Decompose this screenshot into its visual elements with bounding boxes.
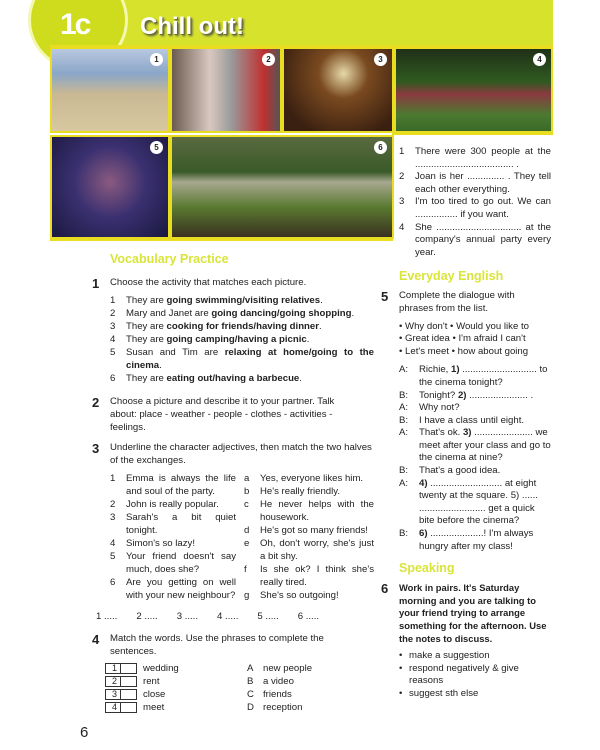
exercise-number: 4: [92, 632, 100, 647]
list-item: 4 Simon's so lazy!: [110, 538, 196, 549]
note-item: • respond negatively & give reasons: [399, 663, 551, 688]
answer-box[interactable]: 3: [105, 689, 137, 700]
list-item: c He never helps with the housework.: [244, 499, 374, 523]
list-item: f Is she ok? I think she's really tired.: [244, 564, 374, 588]
list-item: g She's so outgoing!: [244, 590, 339, 601]
photo-4: [394, 47, 553, 133]
match-item: 3 close: [105, 688, 247, 701]
answer-row: [96, 610, 374, 623]
exercise-1: [92, 276, 374, 385]
note-item: • make a suggestion: [399, 650, 551, 663]
photo-1: [50, 47, 170, 133]
exercise-number: 5: [381, 289, 389, 305]
answer-box[interactable]: 4: [105, 702, 137, 713]
photo-number: 3: [374, 53, 387, 66]
list-item: 4 She ................................ at the company's annual party every year.: [399, 221, 551, 258]
instruction: Match the words. Use the phrases to complete the sentences.: [110, 633, 324, 657]
left-column: [92, 251, 374, 714]
list-item: 5 Susan and Tim are relaxing at home/going to the cinema.: [110, 347, 374, 371]
photo-5: [50, 135, 170, 239]
dialogue-line: A: That's ok. 3) ...................... we meet after your class and go to the cinema at nine?: [399, 427, 551, 464]
photo-6: [170, 135, 394, 239]
list-item: 1 They are going swimming/visiting relatives.: [110, 295, 323, 306]
exercise-number: 1: [92, 276, 100, 291]
dialogue-line: B: Tonight? 2) ...................... .: [399, 389, 534, 401]
phrase-list: • Why don't • Would you like to: [399, 320, 529, 332]
list-item: 5 Your friend doesn't say much, does she?: [110, 551, 236, 575]
phrase-list: • Great idea • I'm afraid I can't: [399, 333, 526, 345]
answer-blank[interactable]: 2 .....: [136, 611, 158, 622]
dialogue-line: B: 6) ....................! I'm always hungry after my class!: [399, 528, 534, 552]
exercise-number: 2: [92, 395, 100, 410]
list-item: 2 Mary and Janet are going dancing/going shopping.: [110, 308, 355, 319]
vocabulary-heading: Vocabulary Practice: [110, 252, 229, 266]
list-item: 3 I'm too tired to go out. We can ................ if you want.: [399, 196, 551, 220]
list-item: 2 John is really popular.: [110, 499, 219, 510]
photo-3: [282, 47, 394, 133]
photo-number: 5: [150, 141, 163, 154]
list-item: e Oh, don't worry, she's just a bit shy.: [244, 538, 374, 562]
answer-blank[interactable]: 3 .....: [176, 611, 199, 622]
dialogue-line: A: Why not?: [399, 402, 460, 414]
photo-2: [170, 47, 282, 133]
answer-blank[interactable]: 4 .....: [217, 611, 239, 622]
list-item: b He's really friendly.: [244, 486, 341, 497]
speaking-heading: Speaking: [399, 561, 455, 576]
phrase-list: • Let's meet • how about going: [399, 345, 529, 357]
page-number: 6: [80, 724, 89, 741]
match-item: 4 meet: [105, 701, 247, 714]
exercise-6: [381, 581, 551, 700]
exercise-3: [92, 441, 374, 602]
photo-number: 6: [374, 141, 387, 154]
photo-number: 1: [150, 53, 163, 66]
exercise-5: [381, 289, 551, 553]
list-item: 1 Emma is always the life and soul of the party.: [110, 473, 236, 497]
instruction: Complete the dialogue with phrases from the list.: [399, 290, 515, 314]
match-item: D reception: [247, 702, 303, 713]
answer-blank[interactable]: 5 .....: [257, 611, 279, 622]
match-item: A new people: [247, 663, 313, 674]
dialogue-line: A: 4) ........................... at eight twenty at the square. 5) ...... ......................... get a quick bite before the cinema?: [399, 477, 538, 527]
list-item: a Yes, everyone likes him.: [244, 473, 364, 484]
instruction: Choose a picture and describe it to your partner. Talk about: place - weather - people - clothes - activities - feelings.: [110, 396, 335, 433]
everyday-english-heading: Everyday English: [399, 269, 504, 284]
list-item: 1 There were 300 people at the ..................................... .: [399, 146, 551, 170]
exercise-number: 3: [92, 441, 100, 456]
note-item: • suggest sth else: [399, 688, 551, 701]
answer-blank[interactable]: 1 .....: [96, 611, 118, 622]
answer-box[interactable]: 2: [105, 676, 137, 687]
exercise-number: 6: [381, 581, 389, 597]
exercise-4: [92, 632, 355, 714]
dialogue-line: B: That's a good idea.: [399, 465, 501, 477]
list-item: 6 They are eating out/having a barbecue.: [110, 373, 302, 384]
match-item: B a video: [247, 676, 294, 687]
dialogue-line: B: I have a class until eight.: [399, 414, 525, 426]
list-item: 3 Sarah's a bit quiet tonight.: [110, 512, 236, 536]
instruction: Work in pairs. It's Saturday morning and you are talking to your friend trying to arrange something for the afternoon. Use the notes to discuss.: [399, 582, 547, 644]
match-item: 1 wedding: [105, 662, 247, 675]
answer-blank[interactable]: 6 .....: [297, 611, 320, 622]
list-item: 3 They are cooking for friends/having dinner.: [110, 321, 322, 332]
match-item: C friends: [247, 689, 292, 700]
right-column: [381, 146, 551, 701]
list-item: 2 Joan is her .............. . They tell each other everything.: [399, 171, 551, 195]
answer-box[interactable]: 1: [105, 663, 137, 674]
photo-number: 4: [533, 53, 546, 66]
exercise-2: [92, 395, 355, 434]
unit-label: 1c: [60, 8, 90, 41]
list-item: d He's got so many friends!: [244, 525, 368, 536]
dialogue-line: A: Richie, 1) ............................ to the cinema tonight?: [399, 364, 548, 388]
list-item: 6 Are you getting on well with your new neighbour?: [110, 577, 236, 601]
match-item: 2 rent: [105, 675, 247, 688]
list-item: 4 They are going camping/having a picnic.: [110, 334, 310, 345]
exercise-4-sentences: [399, 146, 551, 259]
instruction: Underline the character adjectives, then match the two halves of the exchanges.: [110, 442, 372, 466]
photo-number: 2: [262, 53, 275, 66]
page-title: Chill out!: [140, 13, 244, 40]
instruction: Choose the activity that matches each picture.: [110, 277, 307, 288]
